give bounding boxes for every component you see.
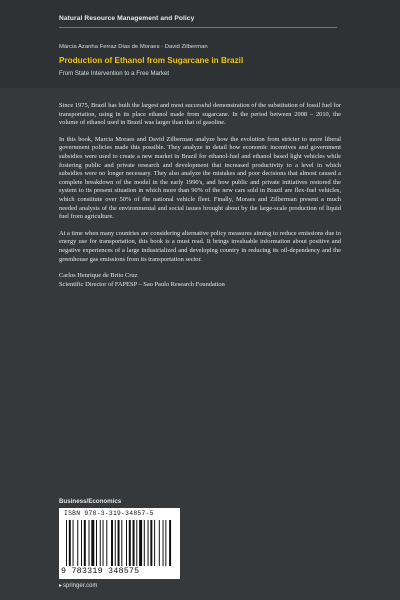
barcode-label: [59, 508, 180, 579]
barcode-icon: [66, 520, 174, 566]
endorser-name: Carlos Henrique de Brito Cruz: [59, 272, 138, 280]
cover-header: [0, 0, 400, 88]
book-subtitle: From State Intervention to a Free Market: [59, 70, 170, 77]
book-title: Production of Ethanol from Sugarcane in Brazil: [59, 56, 244, 65]
subject-category: Business/Economics: [59, 498, 122, 505]
blurb-paragraph-2: In this book, Marcia Moraes and David Zilberman analyze how the evolution from stricter to more liberal government policies made this possible. They analyze in detail how economic incentives and government subsidies were used to create a new market in Brazil for ethanol-fuel and ethanol based light vehicles while fostering public and private research and development that increased productivity to a level in which subsidies were no longer necessary. They also analyze the mistakes and poor decisions that almost caused a complete breakdown of the model in the early 1990's, and how public and private initiatives restored the system to its present situation in which more than 90% of the new cars sold in Brazil are flex-fuel vehicles, which constitute over 50% of the national vehicle fleet. Finally, Moraes and Zilberman present a much needed analysis of the environmental and social issues brought about by the large-scale production of liquid fuel from agriculture.: [59, 135, 341, 221]
endorser-role: Scientific Director of FAPESP – Sao Paulo Research Foundation: [59, 280, 225, 288]
authors: Márcia Azanha Ferraz Dias de Moraes · David Zilberman: [59, 44, 208, 50]
isbn-text: ISBN 978-3-319-34857-5: [64, 510, 154, 517]
blurb: [59, 102, 341, 289]
blurb-paragraph-3: At a time when many countries are considering alternative policy measures aiming to reduce emissions due to energy use for transportation, this book is a must read. It brings invaluable information about positive and negative experiences of a large industrialized and developing country in reducing its oil-dependency and the greenhouse gas emissions from its transportation sector.: [59, 229, 341, 263]
header-rule: [59, 27, 337, 28]
barcode-digits: 9 783319 348575: [61, 566, 140, 576]
series-name: Natural Resource Management and Policy: [59, 15, 195, 22]
publisher-website[interactable]: [59, 582, 97, 589]
endorsement-signature: [59, 272, 341, 289]
blurb-paragraph-1: Since 1975, Brazil has built the largest and most successful demonstration of the substitution of fossil fuel for transportation, using in its place ethanol made from sugarcane. In the period between 2008 – 2010, the volume of ethanol used in Brazil was larger than that of gasoline.: [59, 102, 341, 127]
arrow-right-icon: ▸: [59, 583, 63, 589]
website-text: springer.com: [63, 583, 98, 589]
